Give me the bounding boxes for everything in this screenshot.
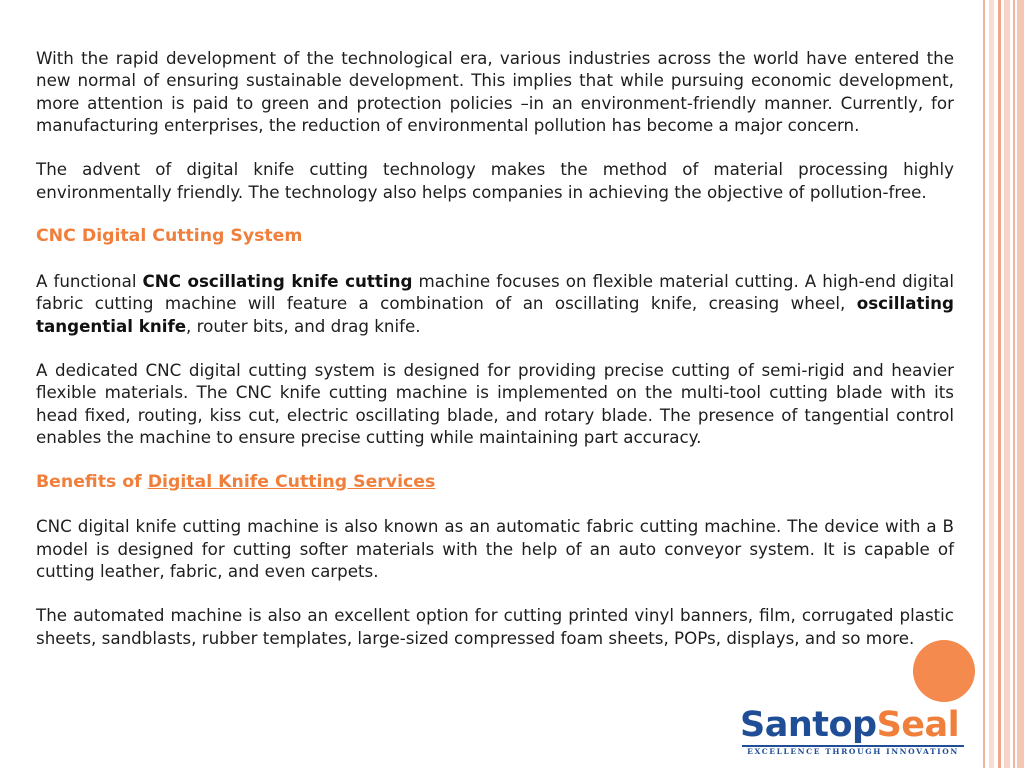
stripe	[998, 0, 1001, 768]
paragraph-automatic-fabric: CNC digital knife cutting machine is also known as an automatic fabric cutting machine. The device with a B model is designed for cutting softer materials with the help of an auto conveyor system. It is capable of cutting leather, fabric, and even carpets.	[36, 516, 954, 581]
decorative-circle	[913, 640, 975, 702]
decorative-stripes	[976, 0, 1024, 768]
stripe	[989, 0, 994, 768]
logo-word-part1: Santop	[740, 705, 877, 745]
stripe	[1017, 0, 1024, 768]
text-run: A functional	[36, 270, 143, 291]
paragraph-intro: With the rapid development of the technological era, various industries across the world have entered the new normal of ensuring sustainable development. This implies that while pursuing economic development, more attention is paid to green and protection policies –in an environment-friendly manner. Currently, for manufacturing enterprises, the reduction of environmental pollution has become a major concern.	[36, 48, 954, 135]
paragraph-advent: The advent of digital knife cutting technology makes the method of material processing highly environmentally friendly. The technology also helps companies in achieving the objective of pollution-free.	[36, 159, 954, 202]
paragraph-functional	[36, 270, 954, 337]
paragraph-automated-machine: The automated machine is also an excellent option for cutting printed vinyl banners, film, corrugated plastic sheets, sandblasts, rubber templates, large-sized compressed foam sheets, POPs, displays, and so more.	[36, 605, 954, 648]
heading-cnc-digital-cutting-system: CNC Digital Cutting System	[36, 226, 303, 247]
logo-tagline: EXCELLENCE THROUGH INNOVATION	[747, 747, 959, 756]
bold-term: oscillating tangential knife	[36, 293, 954, 336]
paragraph-dedicated-system: A dedicated CNC digital cutting system is designed for providing precise cutting of semi-rigid and heavier flexible materials. The CNC knife cutting machine is implemented on the multi-tool cutting blade with its head fixed, routing, kiss cut, electric oscillating blade, and rotary blade. The presence of tangential control enables the machine to ensure precise cutting while maintaining part accuracy.	[36, 360, 954, 448]
heading-benefits	[36, 471, 954, 493]
logo-word-part2: Seal	[876, 705, 960, 745]
stripe	[983, 0, 985, 768]
bold-term: CNC oscillating knife cutting	[142, 270, 413, 291]
heading-text: Benefits of	[36, 471, 148, 492]
stripe	[1013, 0, 1015, 768]
digital-knife-cutting-services-link[interactable]: Digital Knife Cutting Services	[147, 471, 436, 492]
logo-wordmark	[740, 706, 959, 744]
santopseal-logo	[740, 706, 968, 756]
text-run: , router bits, and drag knife.	[186, 315, 421, 336]
text-run: machine focuses on flexible material cutting. A high-end digital fabric cutting machine will feature a combination of an oscillating knife, creasing wheel,	[36, 270, 954, 314]
article-body	[36, 47, 954, 671]
stripe	[1004, 0, 1010, 768]
